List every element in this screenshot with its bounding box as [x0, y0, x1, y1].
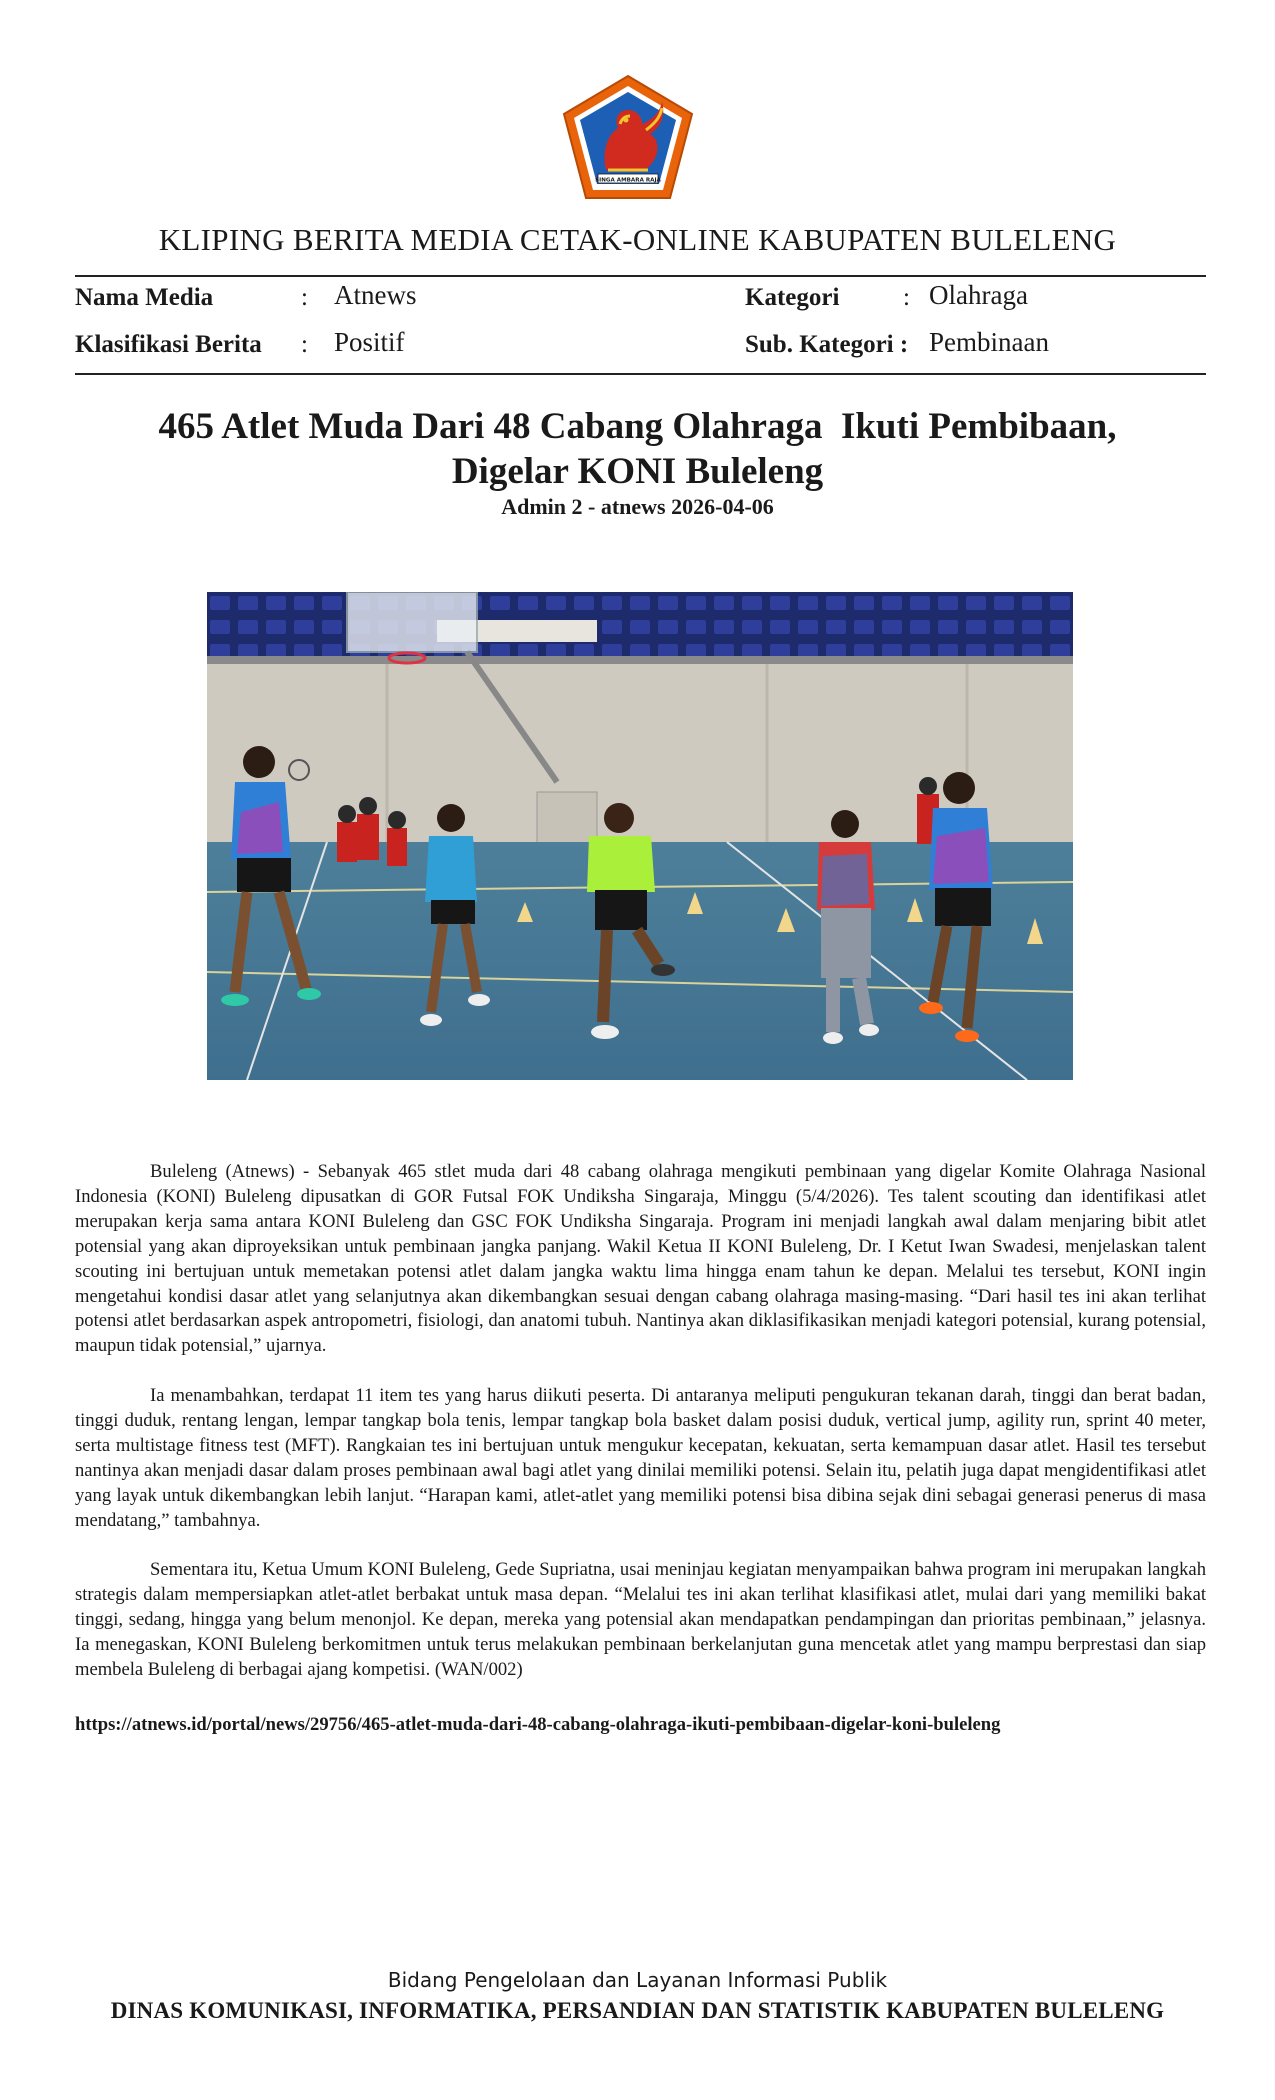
media-name-label: Nama Media [75, 284, 214, 311]
article-photo [207, 592, 1073, 1080]
header-divider-bottom [75, 373, 1206, 375]
article-byline: Admin 2 - atnews 2026-04-06 [501, 494, 774, 519]
media-name-row [75, 284, 213, 312]
article-body [75, 1160, 1206, 1708]
article-paragraph-2: Ia menambahkan, terdapat 11 item tes yang harus diikuti peserta. Di antaranya meliputi pengukuran tekanan darah, tinggi dan berat badan, tinggi duduk, rentang lengan, lempar tangkap bola tenis, lempar tangkap bola basket dalam posisi duduk, vertical jump, agility run, sprint 40 meter, serta multistage fitness test (MFT). Rangkaian tes ini bertujuan untuk mengukur kecepatan, kekuatan, serta kemampuan dasar atlet. Hasil tes tersebut nantinya akan menjadi dasar dalam proses pembinaan awal bagi atlet yang dinilai memiliki potensi. Selain itu, pelatih juga dapat mengidentifikasi atlet yang layak untuk dikembangkan lebih lanjut. “Harapan kami, atlet-atlet yang memiliki potensi bisa dibina sejak dini sebagai generasi penerus di masa mendatang,” tambahnya. [75, 1385, 1206, 1531]
header-divider-top [75, 275, 1206, 277]
classification-label: Klasifikasi Berita [75, 331, 262, 358]
kabupaten-buleleng-logo [562, 74, 694, 200]
classification-colon: : [301, 331, 308, 358]
footer-department: Bidang Pengelolaan dan Layanan Informasi Publik [387, 1968, 888, 1992]
logo-motto: SINGA AMBARA RAJA [595, 177, 661, 184]
classification-value: Positif [334, 327, 405, 357]
category-value: Olahraga [929, 280, 1028, 310]
subcategory-label: Sub. Kategori : [745, 331, 909, 358]
article-paragraph-1: Buleleng (Atnews) - Sebanyak 465 stlet muda dari 48 cabang olahraga mengikuti pembinaan yang digelar Komite Olahraga Nasional Indonesia (KONI) Buleleng dipusatkan di GOR Futsal FOK Undiksha Singaraja, Minggu (5/4/2026). Tes talent scouting dan identifikasi atlet merupakan kerja sama antara KONI Buleleng dan GSC FOK Undiksha Singaraja. Program ini menjadi langkah awal dalam menjaring bibit atlet potensial yang akan diproyeksikan untuk pembinaan jangka panjang. Wakil Ketua II KONI Buleleng, Dr. I Ketut Iwan Swadesi, menjelaskan talent scouting ini bertujuan untuk memetakan potensi atlet dalam jangka waktu lima hingga enam tahun ke depan. Melalui tes tersebut, KONI ingin mengetahui kondisi dasar atlet yang selanjutnya akan dikembangkan sesuai dengan cabang olahraga masing-masing. “Dari hasil tes ini akan terlihat potensi atlet berdasarkan aspek antropometri, fisiologi, dan anatomi tubuh. Nantinya akan diklasifikasikan menjadi kategori potensial, kurang potensial, maupun tidak potensial,” ujarnya. [75, 1161, 1206, 1357]
subcategory-value: Pembinaan [929, 327, 1049, 357]
footer-agency: DINAS KOMUNIKASI, INFORMATIKA, PERSANDIAN DAN STATISTIK KABUPATEN BULELENG [110, 1998, 1165, 2023]
article-title-line-1: 465 Atlet Muda Dari 48 Cabang Olahraga Ikuti Pembibaan, [158, 406, 1117, 447]
category-label-wrap [745, 284, 839, 312]
category-colon: : [903, 284, 910, 311]
category-label: Kategori [745, 284, 840, 311]
article-title [0, 404, 1275, 494]
article-paragraph-3: Sementara itu, Ketua Umum KONI Buleleng, Gede Supriatna, usai meninjau kegiatan menyampaikan bahwa program ini merupakan langkah strategis dalam mempersiapkan atlet-atlet berbakat untuk masa depan. “Melalui tes ini akan terlihat klasifikasi atlet, mulai dari yang memiliki bakat tinggi, sedang, hingga yang belum menonjol. Ke depan, mereka yang potensial akan mendapatkan pendampingan dan prioritas pembinaan,” jelasnya. Ia menegaskan, KONI Buleleng berkomitmen untuk terus melakukan pembinaan berkelanjutan guna mencetak atlet yang mampu berprestasi dan siap membela Buleleng di berbagai ajang kompetisi. (WAN/002) [75, 1559, 1206, 1681]
clipping-header-title: KLIPING BERITA MEDIA CETAK-ONLINE KABUPATEN BULELENG [158, 222, 1117, 257]
article-source-link[interactable]: https://atnews.id/portal/news/29756/465-atlet-muda-dari-48-cabang-olahraga-ikuti-pembibaan-digelar-koni-buleleng [75, 1714, 1001, 1735]
subcategory-label-wrap [745, 331, 908, 359]
classification-row [75, 331, 262, 359]
media-name-value: Atnews [334, 280, 417, 310]
article-title-line-2: Digelar KONI Buleleng [451, 451, 824, 492]
media-colon: : [301, 284, 308, 311]
